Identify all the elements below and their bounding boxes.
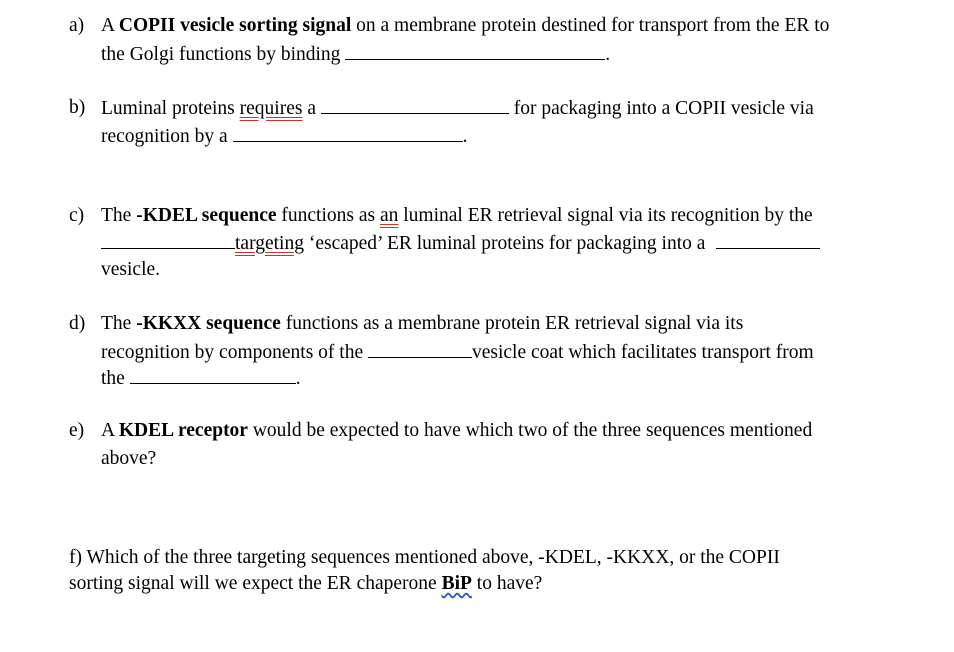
question-c-line-2 bbox=[101, 231, 820, 256]
text: functions as bbox=[276, 205, 380, 226]
text: . bbox=[462, 126, 468, 147]
term-bip: BiP bbox=[441, 573, 472, 594]
text: would be expected to have which two of the three sequences mentioned bbox=[247, 420, 813, 441]
question-a-line-2 bbox=[101, 42, 610, 67]
text: . bbox=[605, 44, 611, 65]
text: A bbox=[101, 15, 119, 36]
text: vesicle. bbox=[101, 259, 161, 280]
text: The bbox=[101, 205, 137, 226]
question-e-line-2 bbox=[101, 447, 156, 471]
grammar-flag: an bbox=[379, 205, 399, 226]
question-f-line-1 bbox=[69, 546, 780, 570]
question-c-line-1 bbox=[101, 204, 813, 228]
answer-blank[interactable] bbox=[101, 231, 235, 249]
answer-blank[interactable] bbox=[345, 42, 605, 60]
answer-blank[interactable] bbox=[130, 366, 296, 384]
text: functions as a membrane protein ER retrieval signal via its bbox=[280, 313, 744, 334]
answer-blank[interactable] bbox=[716, 231, 820, 249]
text: to have? bbox=[471, 573, 543, 594]
text: the bbox=[101, 368, 125, 389]
question-label: b) bbox=[69, 97, 86, 118]
text: on a membrane protein destined for transport from the ER to bbox=[351, 15, 830, 36]
answer-blank[interactable] bbox=[321, 96, 509, 114]
term-kdel: -KDEL sequence bbox=[136, 205, 277, 226]
text: ‘escaped’ ER luminal proteins for packaging into a bbox=[303, 233, 706, 254]
text: above? bbox=[101, 448, 157, 469]
term-copii-signal: COPII vesicle sorting signal bbox=[118, 15, 352, 36]
question-label: d) bbox=[69, 313, 86, 334]
text: luminal ER retrieval signal via its recognition by the bbox=[398, 205, 813, 226]
question-b-line-2 bbox=[101, 124, 467, 149]
grammar-flag: targeting bbox=[235, 233, 304, 254]
text: recognition by components of the bbox=[101, 342, 364, 363]
question-e-line-1 bbox=[101, 419, 812, 443]
question-label: e) bbox=[69, 420, 85, 441]
answer-blank[interactable] bbox=[233, 124, 463, 142]
grammar-flag: requires bbox=[239, 98, 303, 119]
question-d-line-3 bbox=[101, 366, 301, 391]
answer-blank[interactable] bbox=[368, 340, 472, 358]
text: recognition by a bbox=[101, 126, 228, 147]
text: f) Which of the three targeting sequences mentioned above, -KDEL, -KKXX, or the COPII bbox=[69, 547, 780, 568]
question-label: a) bbox=[69, 15, 85, 36]
text: vesicle coat which facilitates transport from bbox=[471, 342, 814, 363]
text: the Golgi functions by binding bbox=[101, 44, 341, 65]
text: Luminal proteins bbox=[101, 98, 240, 119]
text: a bbox=[302, 98, 316, 119]
question-b-line-1 bbox=[101, 96, 814, 121]
question-d-line-1 bbox=[101, 312, 743, 336]
term-kkxx: -KKXX sequence bbox=[136, 313, 281, 334]
text: for packaging into a COPII vesicle via bbox=[513, 98, 814, 119]
question-f-line-2 bbox=[69, 572, 542, 596]
text: A bbox=[101, 420, 119, 441]
question-a-line-1 bbox=[101, 14, 829, 38]
question-c-line-3 bbox=[101, 258, 160, 282]
text: The bbox=[101, 313, 137, 334]
question-label: c) bbox=[69, 205, 85, 226]
text: . bbox=[295, 368, 301, 389]
text: sorting signal will we expect the ER chaperone bbox=[69, 573, 442, 594]
term-kdel-receptor: KDEL receptor bbox=[118, 420, 248, 441]
question-d-line-2 bbox=[101, 340, 814, 365]
